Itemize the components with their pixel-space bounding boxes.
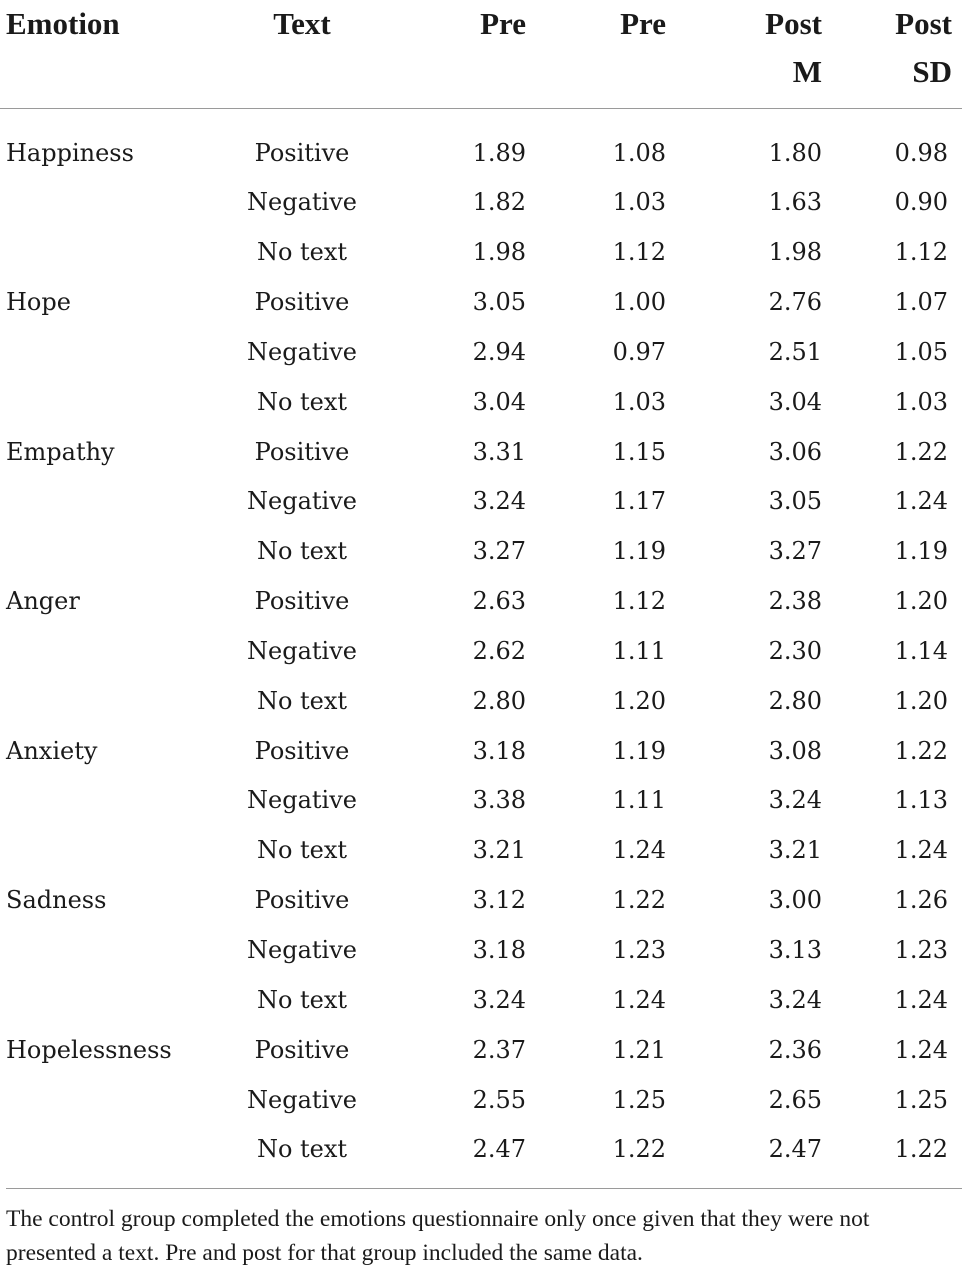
cell-post-sd: 1.24 (894, 487, 948, 516)
cell-post-sd: 1.20 (894, 587, 948, 616)
cell-text: Positive (254, 288, 350, 317)
cell-pre-sd: 1.21 (612, 1035, 666, 1064)
cell-pre-m: 3.38 (472, 786, 526, 815)
cell-pre-m: 2.94 (472, 337, 526, 366)
cell-emotion (0, 1125, 210, 1175)
cell-post-m: 3.06 (768, 437, 822, 466)
cell-post-m: 3.13 (768, 936, 822, 964)
table-row (0, 1026, 962, 1076)
cell-emotion: Anxiety (6, 736, 98, 765)
cell-pre-m: 3.24 (472, 487, 526, 516)
cell-pre-m: 3.27 (472, 537, 526, 566)
cell-post-m: 2.47 (768, 1135, 822, 1164)
cell-pre-sd: 1.22 (612, 1135, 666, 1164)
cell-post-m: 2.80 (768, 686, 822, 715)
cell-pre-sd: 1.23 (612, 936, 666, 964)
cell-pre-m: 3.31 (472, 437, 526, 466)
table-row (0, 1125, 962, 1175)
cell-pre-sd: 1.11 (612, 636, 666, 665)
cell-pre-m: 1.98 (472, 238, 526, 267)
cell-emotion (0, 378, 210, 428)
cell-text: Negative (247, 636, 357, 665)
cell-post-m: 2.76 (768, 288, 822, 317)
cell-post-sd: 1.19 (894, 537, 948, 566)
cell-text: Positive (254, 1035, 350, 1064)
cell-pre-sd: 1.19 (612, 537, 666, 566)
cell-pre-sd: 1.19 (612, 736, 666, 765)
cell-pre-sd: 1.11 (612, 786, 666, 815)
table-header (0, 0, 962, 108)
cell-pre-sd: 0.97 (612, 337, 666, 366)
header-post-m: Post M (765, 6, 822, 89)
cell-pre-m: 1.89 (472, 138, 526, 167)
table-row (0, 328, 962, 378)
cell-post-sd: 1.20 (894, 686, 948, 715)
header-post-sd: Post SD (895, 6, 952, 89)
cell-emotion (0, 477, 210, 527)
cell-post-sd: 1.14 (894, 636, 948, 665)
cell-post-m: 1.80 (768, 138, 822, 167)
cell-emotion: Anger (6, 587, 80, 616)
cell-pre-sd: 1.12 (612, 587, 666, 616)
table-row (0, 677, 962, 727)
cell-post-sd: 1.12 (894, 238, 948, 267)
cell-post-sd: 1.24 (894, 1035, 948, 1064)
cell-post-m: 3.27 (768, 537, 822, 566)
cell-post-sd: 1.24 (894, 985, 948, 1014)
table-row (0, 1076, 962, 1126)
cell-pre-m: 2.47 (472, 1135, 526, 1164)
cell-emotion: Hope (6, 288, 71, 317)
cell-pre-m: 2.80 (472, 686, 526, 715)
header-emotion: Emotion (6, 6, 120, 41)
cell-post-m: 2.36 (768, 1035, 822, 1064)
table-row (0, 527, 962, 577)
table-row (0, 278, 962, 328)
cell-post-sd: 1.26 (894, 886, 948, 915)
cell-emotion (0, 776, 210, 826)
cell-post-m: 3.24 (768, 786, 822, 815)
cell-post-m: 1.63 (768, 188, 822, 217)
table-row (0, 727, 962, 777)
cell-text: Positive (254, 736, 350, 765)
table-row (0, 428, 962, 478)
cell-text: Negative (247, 337, 357, 366)
cell-emotion (0, 926, 210, 976)
cell-pre-m: 3.12 (472, 886, 526, 915)
cell-text: No text (256, 537, 348, 566)
cell-pre-sd: 1.12 (612, 238, 666, 267)
cell-emotion (0, 826, 210, 876)
table-row (0, 378, 962, 428)
cell-post-sd: 1.05 (894, 337, 948, 366)
cell-text: No text (256, 686, 348, 715)
table-row (0, 108, 962, 178)
cell-pre-m: 2.55 (472, 1085, 526, 1114)
cell-post-sd: 1.25 (894, 1085, 948, 1114)
cell-post-m: 3.24 (768, 985, 822, 1014)
cell-text: No text (256, 238, 348, 267)
cell-pre-m: 3.21 (472, 836, 526, 865)
table-row (0, 627, 962, 677)
cell-post-sd: 1.22 (894, 437, 948, 466)
cell-emotion (0, 527, 210, 577)
cell-text: No text (256, 387, 348, 416)
table-row (0, 826, 962, 876)
cell-post-m: 3.21 (768, 836, 822, 865)
cell-post-sd: 1.24 (894, 836, 948, 865)
cell-emotion: Hopelessness (6, 1035, 172, 1064)
cell-pre-m: 3.18 (472, 936, 526, 964)
cell-post-sd: 1.07 (894, 288, 948, 317)
cell-post-m: 2.30 (768, 636, 822, 665)
cell-text: Negative (247, 936, 357, 964)
table-row (0, 228, 962, 278)
cell-post-sd: 1.22 (894, 1135, 948, 1164)
cell-pre-m: 2.62 (472, 636, 526, 665)
table-bottom-rule (6, 1188, 962, 1189)
cell-post-m: 1.98 (768, 238, 822, 267)
cell-text: Negative (247, 1085, 357, 1114)
cell-post-sd: 0.90 (894, 188, 948, 217)
cell-text: Positive (254, 886, 350, 915)
table-row (0, 876, 962, 926)
cell-post-m: 3.04 (768, 387, 822, 416)
table-row (0, 577, 962, 627)
table-row (0, 477, 962, 527)
cell-pre-sd: 1.00 (612, 288, 666, 317)
cell-text: No text (256, 1135, 348, 1164)
cell-text: Negative (247, 786, 357, 815)
cell-post-m: 3.05 (768, 487, 822, 516)
cell-text: No text (256, 836, 348, 865)
cell-post-m: 3.08 (768, 736, 822, 765)
cell-emotion (0, 228, 210, 278)
cell-pre-sd: 1.03 (612, 387, 666, 416)
cell-pre-m: 3.05 (472, 288, 526, 317)
cell-pre-sd: 1.03 (612, 188, 666, 217)
cell-post-m: 2.51 (768, 337, 822, 366)
table-footnote: The control group completed the emotions questionnaire only once given that they were not presented a text. Pre and post for that group included the same data. (6, 1206, 870, 1266)
table-body (0, 108, 962, 1175)
cell-emotion: Happiness (6, 138, 134, 167)
cell-pre-sd: 1.20 (612, 686, 666, 715)
table-row (0, 976, 962, 1026)
cell-text: No text (256, 985, 348, 1014)
cell-post-sd: 1.13 (894, 786, 948, 815)
cell-pre-sd: 1.08 (612, 138, 666, 167)
cell-post-m: 3.00 (768, 886, 822, 915)
cell-post-sd: 1.03 (894, 387, 948, 416)
header-text: Text (273, 6, 331, 41)
cell-pre-sd: 1.17 (612, 487, 666, 516)
table-row (0, 926, 962, 976)
cell-pre-m: 2.63 (472, 587, 526, 616)
header-pre-m: Pre (480, 6, 526, 41)
cell-post-m: 2.38 (768, 587, 822, 616)
cell-post-sd: 0.98 (894, 138, 948, 167)
cell-pre-sd: 1.22 (612, 886, 666, 915)
cell-pre-m: 3.18 (472, 736, 526, 765)
cell-post-sd: 1.23 (894, 936, 948, 964)
cell-text: Positive (254, 437, 350, 466)
cell-emotion (0, 1076, 210, 1126)
cell-pre-sd: 1.24 (612, 985, 666, 1014)
cell-emotion (0, 328, 210, 378)
cell-pre-sd: 1.24 (612, 836, 666, 865)
cell-emotion (0, 976, 210, 1026)
cell-pre-m: 3.24 (472, 985, 526, 1014)
cell-post-sd: 1.22 (894, 736, 948, 765)
cell-emotion: Empathy (6, 437, 115, 466)
cell-pre-sd: 1.25 (612, 1085, 666, 1114)
cell-pre-m: 3.04 (472, 387, 526, 416)
cell-text: Negative (247, 188, 357, 217)
table-row (0, 776, 962, 826)
cell-pre-sd: 1.15 (612, 437, 666, 466)
table-row (0, 178, 962, 228)
cell-emotion (0, 677, 210, 727)
cell-emotion: Sadness (6, 886, 107, 915)
cell-pre-m: 1.82 (472, 188, 526, 217)
header-row (0, 0, 962, 108)
cell-text: Positive (254, 138, 350, 167)
cell-text: Positive (254, 587, 350, 616)
cell-pre-m: 2.37 (472, 1035, 526, 1064)
cell-text: Negative (247, 487, 357, 516)
cell-emotion (0, 627, 210, 677)
header-pre-sd: Pre (620, 6, 666, 41)
cell-post-m: 2.65 (768, 1085, 822, 1114)
cell-emotion (0, 178, 210, 228)
